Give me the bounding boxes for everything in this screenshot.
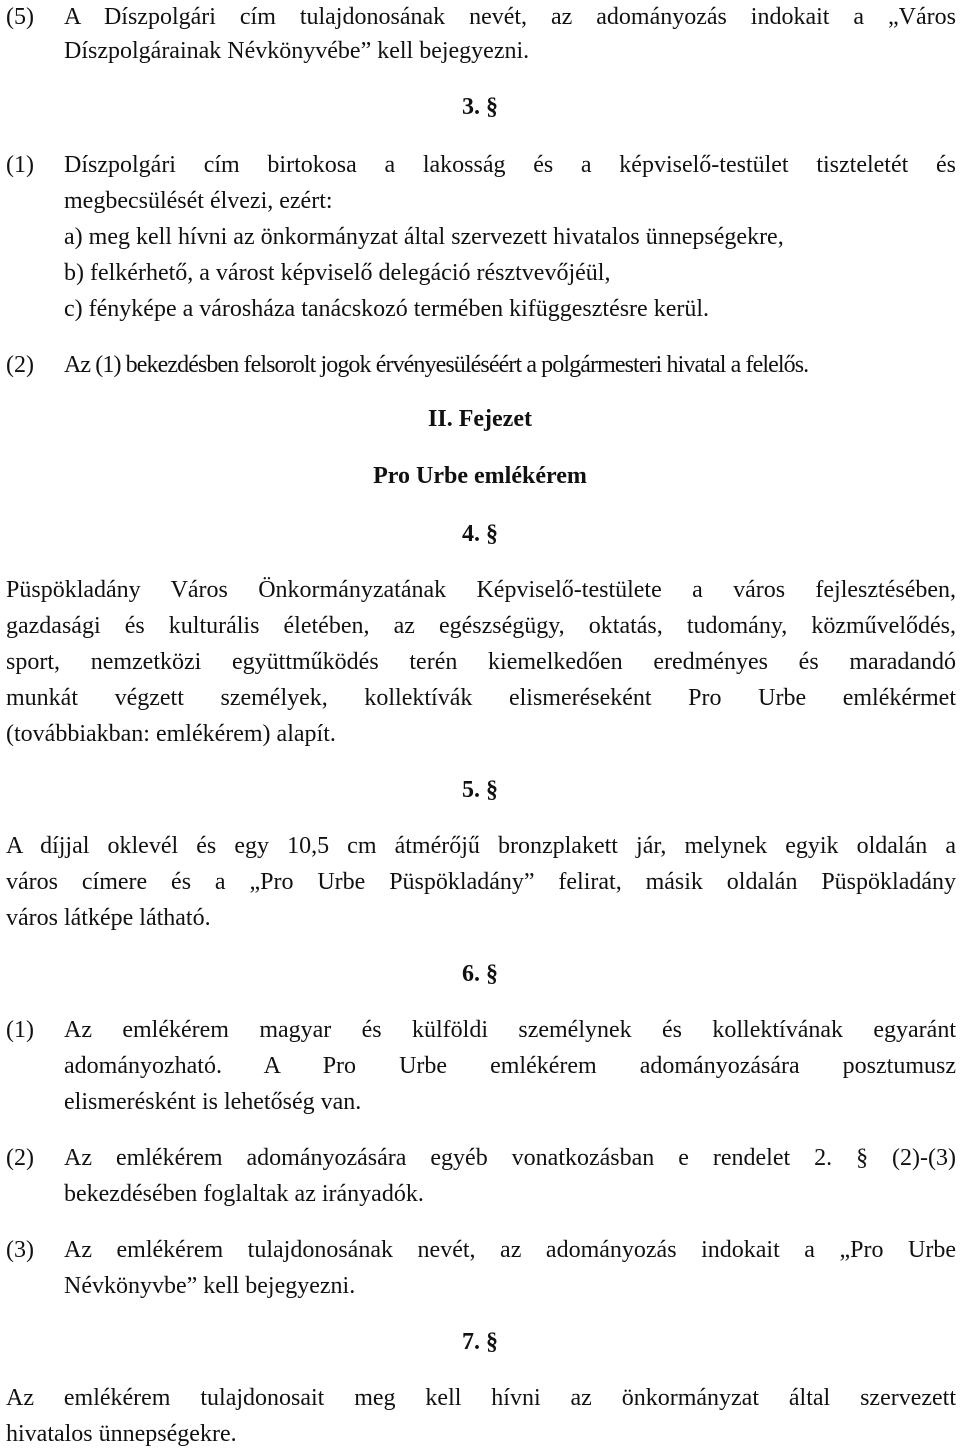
paragraph-text-line: Az emlékérem tulajdonosának nevét, az adományozás indokait a „Pro Urbe <box>64 1237 956 1263</box>
section-heading-6: 6. § <box>462 961 498 987</box>
paragraph-text-line: A Díszpolgári cím tulajdonosának nevét, az adományozás indokait a „Város <box>64 4 956 30</box>
paragraph-text-line: bekezdésében foglaltak az irányadók. <box>64 1181 424 1207</box>
chapter-heading: II. Fejezet <box>428 406 532 432</box>
paragraph-number: (5) <box>6 4 34 30</box>
chapter-title: Pro Urbe emlékérem <box>373 463 587 489</box>
paragraph-number: (2) <box>6 1145 34 1171</box>
section-heading-3: 3. § <box>462 94 498 120</box>
paragraph-text-line: város címere és a „Pro Urbe Püspökladány” felirat, másik oldalán Püspökladány <box>6 869 956 895</box>
paragraph-text-line: megbecsülését élvezi, ezért: <box>64 188 333 214</box>
list-item-a: a) meg kell hívni az önkormányzat által szervezett hivatalos ünnepségekre, <box>64 224 784 250</box>
paragraph-number: (1) <box>6 152 34 178</box>
paragraph-text-line: Díszpolgárainak Névkönyvébe” kell bejegyezni. <box>64 38 530 64</box>
paragraph-text-line: elismerésként is lehetőség van. <box>64 1089 362 1115</box>
paragraph-text-line: Névkönyvbe” kell bejegyezni. <box>64 1273 356 1299</box>
paragraph-number: (1) <box>6 1017 34 1043</box>
paragraph-text-line: Az (1) bekezdésben felsorolt jogok érvényesüléséért a polgármesteri hivatal a felelős. <box>64 352 809 378</box>
paragraph-number: (2) <box>6 352 34 378</box>
section-heading-7: 7. § <box>462 1329 498 1355</box>
paragraph-text-line: munkát végzett személyek, kollektívák elismeréseként Pro Urbe emlékérmet <box>6 685 956 711</box>
paragraph-text-line: adományozható. A Pro Urbe emlékérem adományozására posztumusz <box>64 1053 956 1079</box>
paragraph-text-line: A díjjal oklevél és egy 10,5 cm átmérőjű bronzplakett jár, melynek egyik oldalán a <box>6 833 956 859</box>
paragraph-text-line: Díszpolgári cím birtokosa a lakosság és a képviselő-testület tiszteletét és <box>64 152 956 178</box>
paragraph-text-line: Püspökladány Város Önkormányzatának Képviselő-testülete a város fejlesztésében, <box>6 577 956 603</box>
paragraph-text-line: Az emlékérem magyar és külföldi személynek és kollektívának egyaránt <box>64 1017 956 1043</box>
paragraph-text-line: hivatalos ünnepségekre. <box>6 1421 237 1447</box>
paragraph-text-line: gazdasági és kulturális életében, az egészségügy, oktatás, tudomány, közművelődés, <box>6 613 956 639</box>
section-heading-4: 4. § <box>462 521 498 547</box>
section-heading-5: 5. § <box>462 777 498 803</box>
paragraph-text-line: Az emlékérem adományozására egyéb vonatkozásban e rendelet 2. § (2)-(3) <box>64 1145 956 1171</box>
list-item-c: c) fényképe a városháza tanácskozó termében kifüggesztésre kerül. <box>64 296 710 322</box>
paragraph-number: (3) <box>6 1237 34 1263</box>
paragraph-text-line: Az emlékérem tulajdonosait meg kell hívni az önkormányzat által szervezett <box>6 1385 956 1411</box>
paragraph-text-line: sport, nemzetközi együttműködés terén kiemelkedően eredményes és maradandó <box>6 649 956 675</box>
list-item-b: b) felkérhető, a várost képviselő delegáció résztvevőjéül, <box>64 260 611 286</box>
paragraph-text-line: város látképe látható. <box>6 905 211 931</box>
paragraph-text-line: (továbbiakban: emlékérem) alapít. <box>6 721 336 747</box>
